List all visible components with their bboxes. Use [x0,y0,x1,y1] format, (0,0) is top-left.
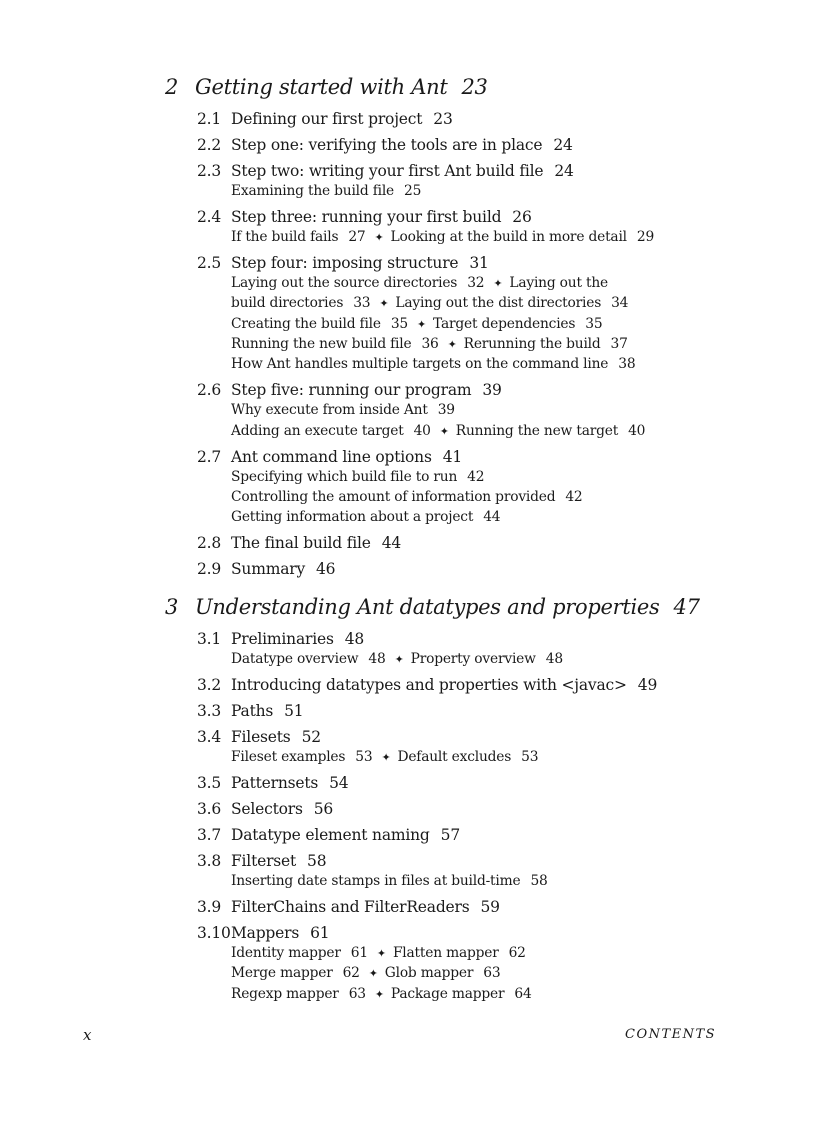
subsection-title: build directories [231,295,344,311]
subsection-page: 37 [610,336,628,352]
section-page: 39 [482,381,502,400]
subsection-page: 40 [413,423,431,439]
subsection-page: 61 [350,945,368,961]
subsection-page: 62 [342,965,360,981]
section-number: 2.9 [197,560,222,579]
subsection-title: Datatype overview [231,651,359,667]
chapter-heading [165,74,488,100]
separator-icon: ✦ [439,425,449,438]
subsection-title: Target dependencies [433,316,576,332]
subsection-title: Controlling the amount of information provided [231,489,556,505]
toc-section [197,799,333,819]
subsection-page: 63 [348,986,366,1002]
subsection-page: 32 [467,275,485,291]
subsection-page: 63 [483,965,501,981]
subsection-title: Package mapper [390,986,505,1002]
subsection-title: How Ant handles multiple targets on the command line [231,356,609,372]
section-number: 3.4 [197,728,222,746]
section-number: 3.3 [197,702,222,720]
subsection-line [231,650,563,669]
subsection-title: Creating the build file [231,316,381,332]
section-page: 56 [313,800,334,818]
section-number: 2.6 [197,381,222,400]
subsection-title: If the build fails [231,229,339,245]
subsection-line [231,294,628,313]
section-page: 23 [433,110,453,128]
section-title: The final build file [231,534,371,553]
toc-section [197,253,489,273]
subsection-line [231,228,654,247]
section-title: Patternsets [231,774,319,792]
section-page: 24 [553,136,573,154]
section-title: Introducing datatypes and properties with <javac> [231,676,627,694]
subsection-line [231,508,500,526]
subsection-page: 48 [545,651,563,667]
separator-icon: ✦ [417,318,427,331]
toc-section [197,447,462,467]
subsection-line [231,335,628,354]
subsection-page: 42 [467,469,485,485]
subsection-title: Laying out the source directories [231,275,458,291]
section-number: 2.8 [197,534,222,553]
separator-icon: ✦ [379,297,389,310]
section-number: 2.1 [197,110,222,128]
subsection-title: Identity mapper [231,945,341,961]
section-number: 3.8 [197,852,222,870]
toc-section [197,135,573,155]
chapter-page: 47 [673,595,700,619]
subsection-line [231,985,532,1004]
toc-section [197,675,657,695]
subsection-page: 34 [611,295,629,311]
subsection-page: 58 [530,873,548,889]
chapter-heading [165,594,700,620]
subsection-page: 44 [483,509,501,525]
running-title: CONTENTS [625,1027,717,1042]
section-number: 2.3 [197,162,222,180]
subsection-line [231,355,635,373]
toc-section [197,109,453,129]
separator-icon: ✦ [394,653,404,666]
section-number: 3.6 [197,800,222,818]
section-title: Step four: imposing structure [231,254,459,272]
toc-section [197,727,321,747]
subsection-title: Looking at the build in more detail [390,229,627,245]
section-page: 54 [329,774,349,792]
subsection-page: 29 [636,229,655,245]
section-title: Filesets [231,728,291,746]
section-title: Ant command line options [231,447,432,466]
subsection-title: Merge mapper [231,965,333,981]
chapter-title: Getting started with Ant [195,75,448,99]
section-number: 3.2 [197,676,222,694]
subsection-page: 64 [514,986,532,1002]
section-number: 3.10 [197,924,231,942]
subsection-title: Flatten mapper [392,945,499,961]
subsection-title: Getting information about a project [231,509,474,525]
section-title: Step three: running your first build [231,208,502,226]
section-number: 2.5 [197,254,222,272]
section-page: 41 [442,447,463,466]
section-title: Filterset [231,852,297,870]
chapter-number: 3 [165,595,179,619]
subsection-page: 62 [508,945,526,961]
toc-section [197,897,500,917]
page-number: x [83,1026,92,1044]
section-title: FilterChains and FilterReaders [231,898,470,916]
subsection-line [231,468,484,486]
separator-icon: ✦ [493,277,503,290]
subsection-line [231,488,583,506]
separator-icon: ✦ [368,967,378,980]
subsection-page: 39 [437,402,455,418]
section-page: 24 [554,162,574,180]
toc-section [197,923,329,943]
section-title: Step one: verifying the tools are in place [231,136,543,154]
toc-section [197,533,401,553]
chapter-title: Understanding Ant datatypes and properties [195,595,660,619]
section-title: Paths [231,702,274,720]
section-title: Defining our first project [231,110,423,128]
subsection-line [231,964,500,983]
subsection-page: 40 [628,423,646,439]
toc-section [197,773,348,793]
toc-section [197,161,574,181]
subsection-page: 25 [404,183,422,199]
section-page: 59 [480,898,500,916]
subsection-line [231,315,602,334]
subsection-title: Why execute from inside Ant [231,402,428,418]
chapter-number: 2 [165,75,179,99]
subsection-line [231,422,645,441]
subsection-page: 42 [565,489,583,505]
section-number: 2.2 [197,136,222,154]
section-title: Datatype element naming [231,826,430,844]
separator-icon: ✦ [376,947,386,960]
toc-section [197,629,364,649]
subsection-title: Laying out the dist directories [395,295,602,311]
toc-section [197,380,502,400]
toc-section [197,559,335,579]
subsection-title: Inserting date stamps in files at build-time [231,873,521,889]
subsection-line [231,274,608,293]
subsection-title: Property overview [410,651,536,667]
section-number: 3.7 [197,826,222,844]
section-page: 61 [310,924,330,942]
toc-section [197,825,460,845]
subsection-title: Running the new target [455,423,619,439]
subsection-title: Adding an execute target [231,423,404,439]
section-page: 26 [512,208,532,226]
section-number: 3.9 [197,898,222,916]
subsection-page: 48 [368,651,386,667]
subsection-title: Regexp mapper [231,986,339,1002]
subsection-line [231,401,455,419]
section-title: Summary [231,560,306,579]
subsection-title: Running the new build file [231,336,412,352]
subsection-page: 36 [421,336,439,352]
toc-section [197,701,303,721]
subsection-title: Fileset examples [231,749,346,765]
subsection-page: 35 [585,316,603,332]
section-title: Mappers [231,924,300,942]
section-number: 2.4 [197,208,222,226]
section-page: 31 [469,254,489,272]
section-page: 57 [440,826,460,844]
subsection-line [231,944,526,963]
subsection-page: 53 [355,749,373,765]
chapter-page: 23 [461,75,488,99]
subsection-line [231,872,548,890]
section-page: 48 [344,630,365,648]
separator-icon: ✦ [381,751,391,764]
toc-section [197,207,532,227]
subsection-title: Default excludes [397,749,512,765]
subsection-title: Examining the build file [231,183,395,199]
section-title: Step two: writing your first Ant build file [231,162,544,180]
section-title: Preliminaries [231,630,334,648]
section-number: 3.1 [197,630,222,648]
section-page: 58 [307,852,327,870]
section-title: Step five: running our program [231,381,472,400]
subsection-page: 27 [348,229,366,245]
subsection-title: Glob mapper [384,965,474,981]
subsection-page: 38 [618,356,636,372]
subsection-title: Laying out the [509,275,608,291]
separator-icon: ✦ [374,988,384,1001]
separator-icon: ✦ [374,231,384,244]
subsection-title: Specifying which build file to run [231,469,458,485]
subsection-page: 33 [353,295,371,311]
section-title: Selectors [231,800,303,818]
toc-section [197,851,326,871]
section-page: 49 [637,676,658,694]
section-page: 51 [284,702,304,720]
subsection-page: 53 [521,749,539,765]
section-number: 3.5 [197,774,222,792]
section-page: 46 [316,560,336,579]
subsection-line [231,748,538,767]
section-page: 44 [381,534,402,553]
subsection-title: Rerunning the build [463,336,601,352]
separator-icon: ✦ [447,338,457,351]
subsection-line [231,182,421,200]
section-number: 2.7 [197,447,222,466]
section-page: 52 [301,728,321,746]
subsection-page: 35 [390,316,408,332]
